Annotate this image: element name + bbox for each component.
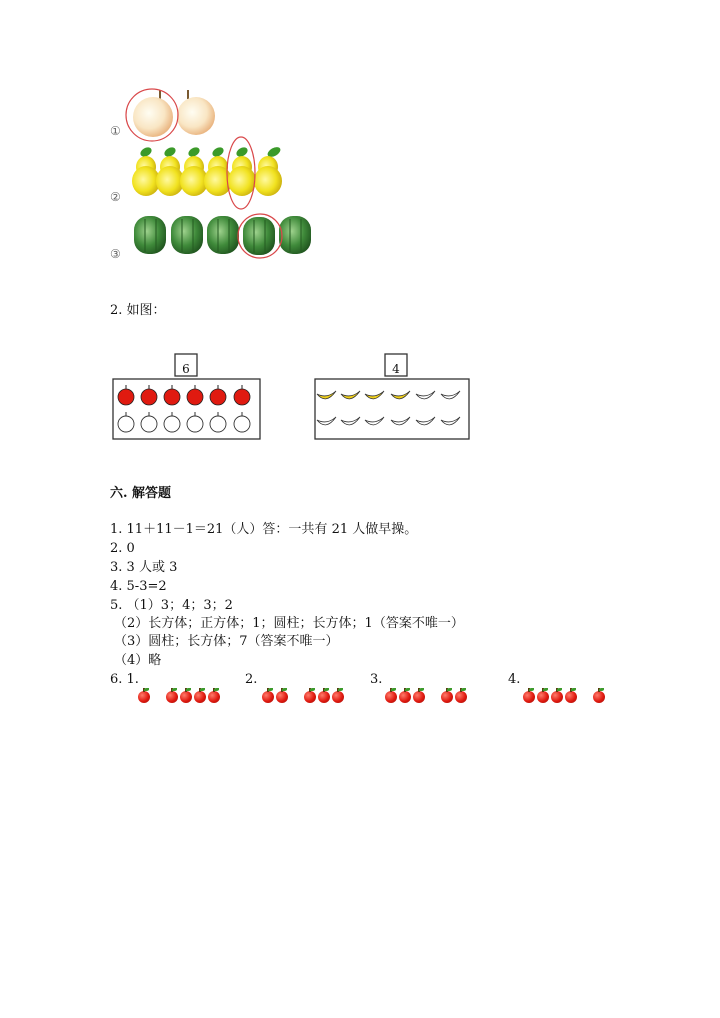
peach-2 xyxy=(177,90,215,135)
mini-apple xyxy=(208,691,220,703)
mini-apple xyxy=(166,691,178,703)
mini-apple xyxy=(455,691,467,703)
answer-6-label: 6. 1. xyxy=(110,672,139,687)
mini-apple xyxy=(385,691,397,703)
row-label-2: ② xyxy=(110,190,121,204)
pepper-row xyxy=(134,216,311,255)
mini-apple xyxy=(413,691,425,703)
mini-apple xyxy=(318,691,330,703)
mini-apple xyxy=(194,691,206,703)
answer-6-4-label: 4. xyxy=(508,672,521,687)
answer-6-3-label: 3. xyxy=(370,672,383,687)
section-title: 六. 解答题 xyxy=(110,486,172,501)
answer-4: 4. 5-3=2 xyxy=(110,579,167,594)
mini-apple xyxy=(276,691,288,703)
row-label-1: ① xyxy=(110,124,121,138)
answer-5-1: 5. （1）3；4；3；2 xyxy=(110,598,233,613)
answer-1: 1. 11＋11－1＝21（人）答：一共有 21 人做早操。 xyxy=(110,522,418,537)
peach-1 xyxy=(133,90,173,137)
answer-6-2-label: 2. xyxy=(245,672,258,687)
mini-apple xyxy=(262,691,274,703)
answer-3: 3. 3 人或 3 xyxy=(110,560,178,575)
mini-apple xyxy=(138,691,150,703)
mini-apple xyxy=(593,691,605,703)
apple-box-number: 6 xyxy=(182,362,190,376)
mini-apple xyxy=(565,691,577,703)
row-label-3: ③ xyxy=(110,247,121,261)
answer-5-2: （2）长方体；正方体；1；圆柱；长方体；1（答案不唯一） xyxy=(114,616,464,631)
banana-box-number: 4 xyxy=(392,362,400,376)
mini-apple xyxy=(551,691,563,703)
mini-apple xyxy=(523,691,535,703)
mini-apple xyxy=(537,691,549,703)
mini-apple xyxy=(180,691,192,703)
pear-row xyxy=(132,145,282,196)
answer-5-3: （3）圆柱；长方体；7（答案不唯一） xyxy=(114,634,339,649)
mini-apple xyxy=(441,691,453,703)
answer-5-4: （4）略 xyxy=(114,653,162,668)
mini-apple xyxy=(332,691,344,703)
fruit-rows-image xyxy=(120,85,340,270)
answer-2: 2. 0 xyxy=(110,541,135,556)
item-2-label: 2. 如图： xyxy=(110,303,166,318)
mini-apple xyxy=(304,691,316,703)
mini-apple xyxy=(399,691,411,703)
